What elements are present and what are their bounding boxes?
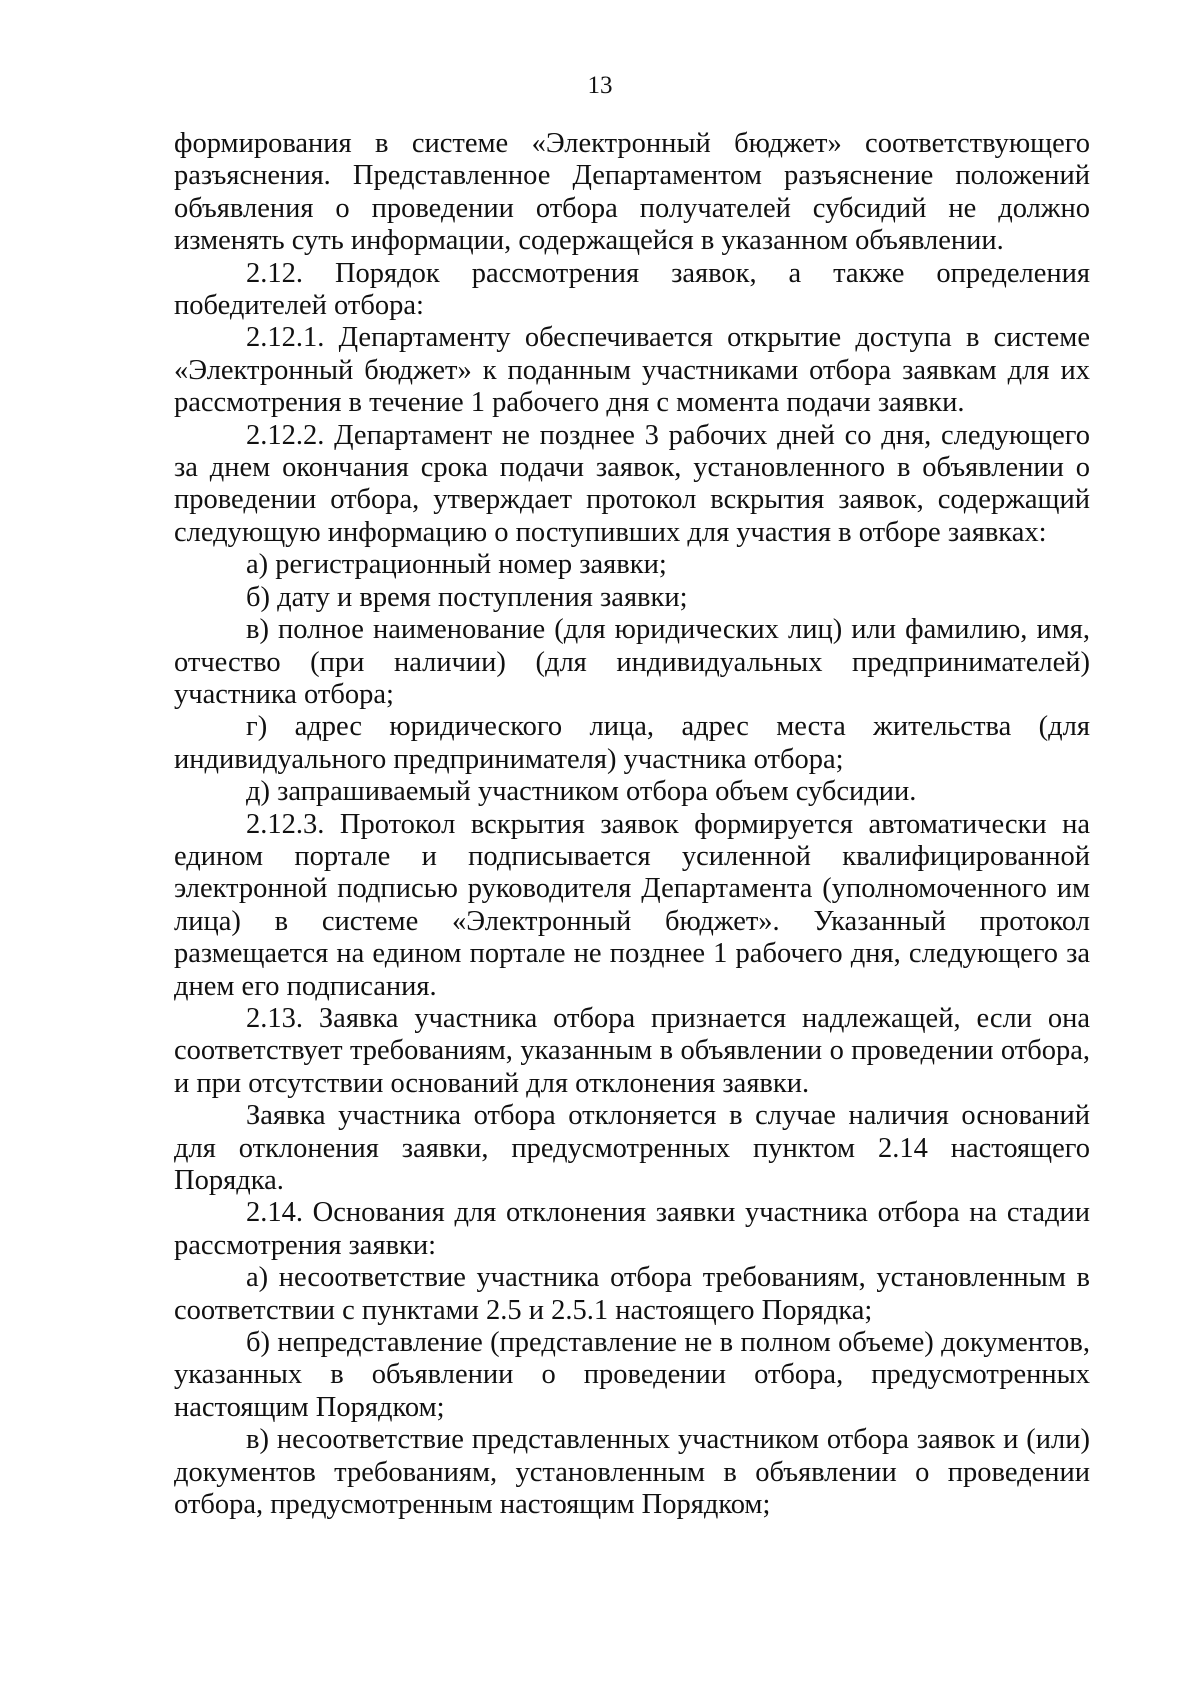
paragraph-2-14: 2.14. Основания для отклонения заявки участника отбора на стадии рассмотрения заявки: [174, 1197, 1090, 1261]
list-item-a: а) регистрационный номер заявки; [246, 549, 667, 581]
list-item-g: г) адрес юридического лица, адрес места жительства (для индивидуального предпринимателя) участника отбора; [174, 711, 1090, 775]
paragraph-2-13: 2.13. Заявка участника отбора признается надлежащей, если она соответствует требованиям, указанным в объявлении о проведении отбора, и при отсутствии оснований для отклонения заявки. [174, 1002, 1090, 1099]
list-item-b-2: б) непредставление (представление не в полном объеме) документов, указанных в объявлении о проведении отбора, предусмотренных настоящим Порядком; [174, 1327, 1090, 1423]
list-item-d: д) запрашиваемый участником отбора объем субсидии. [246, 776, 917, 808]
document-body [174, 128, 1090, 1521]
paragraph-2-12: 2.12. Порядок рассмотрения заявок, а также определения победителей отбора: [174, 257, 1090, 322]
paragraph-continuation: формирования в системе «Электронный бюджет» соответствующего разъяснения. Представленное Департаментом разъяснение положений объявления о проведении отбора получателей субсидий не должно изменять суть информации, содержащейся в указанном объявлении. [174, 128, 1090, 257]
list-item-b: б) дату и время поступления заявки; [246, 581, 688, 613]
page-number: 13 [587, 72, 613, 99]
paragraph-2-12-1: 2.12.1. Департаменту обеспечивается открытие доступа в системе «Электронный бюджет» к поданным участниками отбора заявкам для их рассмотрения в течение 1 рабочего дня с момента подачи заявки. [174, 322, 1090, 419]
paragraph-rejection: Заявка участника отбора отклоняется в случае наличия оснований для отклонения заявки, предусмотренных пунктом 2.14 настоящего Порядка. [174, 1100, 1090, 1196]
list-item-v: в) полное наименование (для юридических лиц) или фамилию, имя, отчество (при наличии) (для индивидуальных предпринимателей) участника отбора; [174, 614, 1090, 710]
paragraph-2-12-2: 2.12.2. Департамент не позднее 3 рабочих дней со дня, следующего за днем окончания срока подачи заявок, установленного в объявлении о проведении отбора, утверждает протокол вскрытия заявок, содержащий следующую информацию о поступивших для участия в отборе заявках: [174, 419, 1090, 548]
list-item-v-2: в) несоответствие представленных участником отбора заявок и (или) документов требованиям, установленным в объявлении о проведении отбора, предусмотренным настоящим Порядком; [174, 1424, 1090, 1521]
list-item-a-2: а) несоответствие участника отбора требованиям, установленным в соответствии с пунктами 2.5 и 2.5.1 настоящего Порядка; [174, 1262, 1090, 1326]
paragraph-2-12-3: 2.12.3. Протокол вскрытия заявок формируется автоматически на едином портале и подписывается усиленной квалифицированной электронной подписью руководителя Департамента (уполномоченного им лица) в системе «Электронный бюджет». Указанный протокол размещается на едином портале не позднее 1 рабочего дня, следующего за днем его подписания. [174, 808, 1090, 1002]
